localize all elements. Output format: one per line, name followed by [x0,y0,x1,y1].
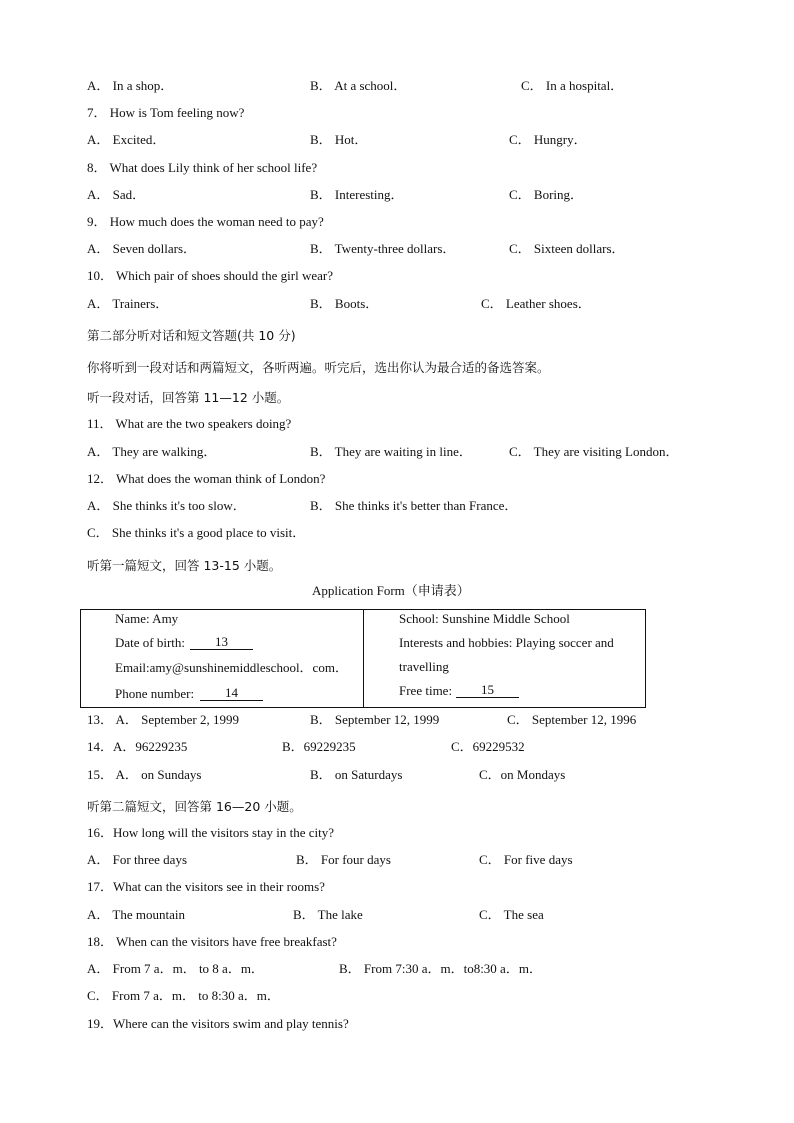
q15-option-a: 15． A． on Sundays [87,767,202,782]
q19-question: 19．Where can the visitors swim and play tennis? [87,1016,349,1031]
form-free-time-blank: 15 [456,683,519,698]
q15-option-b: B． on Saturdays [310,767,403,782]
q13-option-b: B． September 12, 1999 [310,712,440,727]
q9-option-c: C． Sixteen dollars． [509,241,625,256]
q18-option-b: B． From 7:30 a．m．to8:30 a．m． [339,961,542,976]
q8-option-b: B． Interesting． [310,187,404,202]
q8-question: 8． What does Lily think of her school life? [87,160,318,175]
q14-option-b: B．69229235 [282,739,356,754]
q16-option-b: B． For four days [296,852,391,867]
q7-option-c: C． Hungry． [509,132,587,147]
q6-option-a: A． In a shop． [87,78,174,93]
q17-option-c: C． The sea [479,907,544,922]
q17-option-b: B． The lake [293,907,363,922]
passage1-intro: 听第一篇短文，回答 13-15 小题。 [87,558,282,573]
q10-option-c: C． Leather shoes． [481,296,591,311]
q13-option-c: C． September 12, 1996 [507,712,637,727]
q9-question: 9． How much does the woman need to pay? [87,214,324,229]
form-interests-line1: Interests and hobbies: Playing soccer and [399,635,614,650]
q11-question: 11． What are the two speakers doing? [87,416,292,431]
form-phone-label: Phone number: [115,686,195,701]
q9-option-b: B． Twenty-three dollars． [310,241,456,256]
form-phone-blank: 14 [200,686,263,701]
q7-question: 7． How is Tom feeling now? [87,105,245,120]
q11-option-c: C． They are visiting London． [509,444,679,459]
q18-option-a: A． From 7 a．m． to 8 a．m． [87,961,264,976]
q11-option-b: B． They are waiting in line． [310,444,472,459]
q18-question: 18． When can the visitors have free breakfast? [87,934,337,949]
q8-option-a: A． Sad． [87,187,146,202]
q9-option-a: A． Seven dollars． [87,241,197,256]
q14-option-c: C．69229532 [451,739,525,754]
q10-option-b: B． Boots． [310,296,379,311]
form-name: Name: Amy [115,611,179,626]
part2-heading: 第二部分听对话和短文答题(共 10 分) [87,328,296,343]
q17-option-a: A． The mountain [87,907,185,922]
q8-option-c: C． Boring． [509,187,584,202]
form-free-time-label: Free time: [399,683,453,698]
q10-option-a: A． Trainers． [87,296,169,311]
q15-option-c: C．on Mondays [479,767,566,782]
q12-option-c: C． She thinks it's a good place to visit． [87,525,306,540]
q6-option-c: C． In a hospital． [521,78,624,93]
q13-option-a: 13． A． September 2, 1999 [87,712,240,727]
form-title: Application Form（申请表） [312,583,470,598]
form-dob-label: Date of birth: [115,635,186,650]
q16-option-a: A． For three days [87,852,188,867]
q14-option-a: 14．A．96229235 [87,739,188,754]
q16-question: 16．How long will the visitors stay in the city? [87,825,334,840]
passage2-intro: 听第二篇短文，回答第 16—20 小题。 [87,799,302,814]
q18-option-c: C． From 7 a．m． to 8:30 a．m． [87,988,280,1003]
q10-question: 10． Which pair of shoes should the girl wear? [87,268,333,283]
q11-option-a: A． They are walking． [87,444,217,459]
part2-instruction: 你将听到一段对话和两篇短文，各听两遍。听完后，选出你认为最合适的备选答案。 [87,360,550,375]
q16-option-c: C． For five days [479,852,573,867]
q12-option-a: A． She thinks it's too slow． [87,498,246,513]
form-divider [363,610,364,707]
form-interests-line2: travelling [399,659,449,674]
q7-option-b: B． Hot． [310,132,368,147]
dialog-intro: 听一段对话，回答第 11—12 小题。 [87,390,290,405]
q7-option-a: A． Excited． [87,132,166,147]
form-school: School: Sunshine Middle School [399,611,570,626]
form-dob-blank: 13 [190,635,253,650]
q12-option-b: B． She thinks it's better than France． [310,498,518,513]
q12-question: 12． What does the woman think of London? [87,471,326,486]
q6-option-b: B． At a school． [310,78,407,93]
q17-question: 17．What can the visitors see in their rooms? [87,879,325,894]
form-email: Email:amy@sunshinemiddleschool．com． [115,660,348,675]
